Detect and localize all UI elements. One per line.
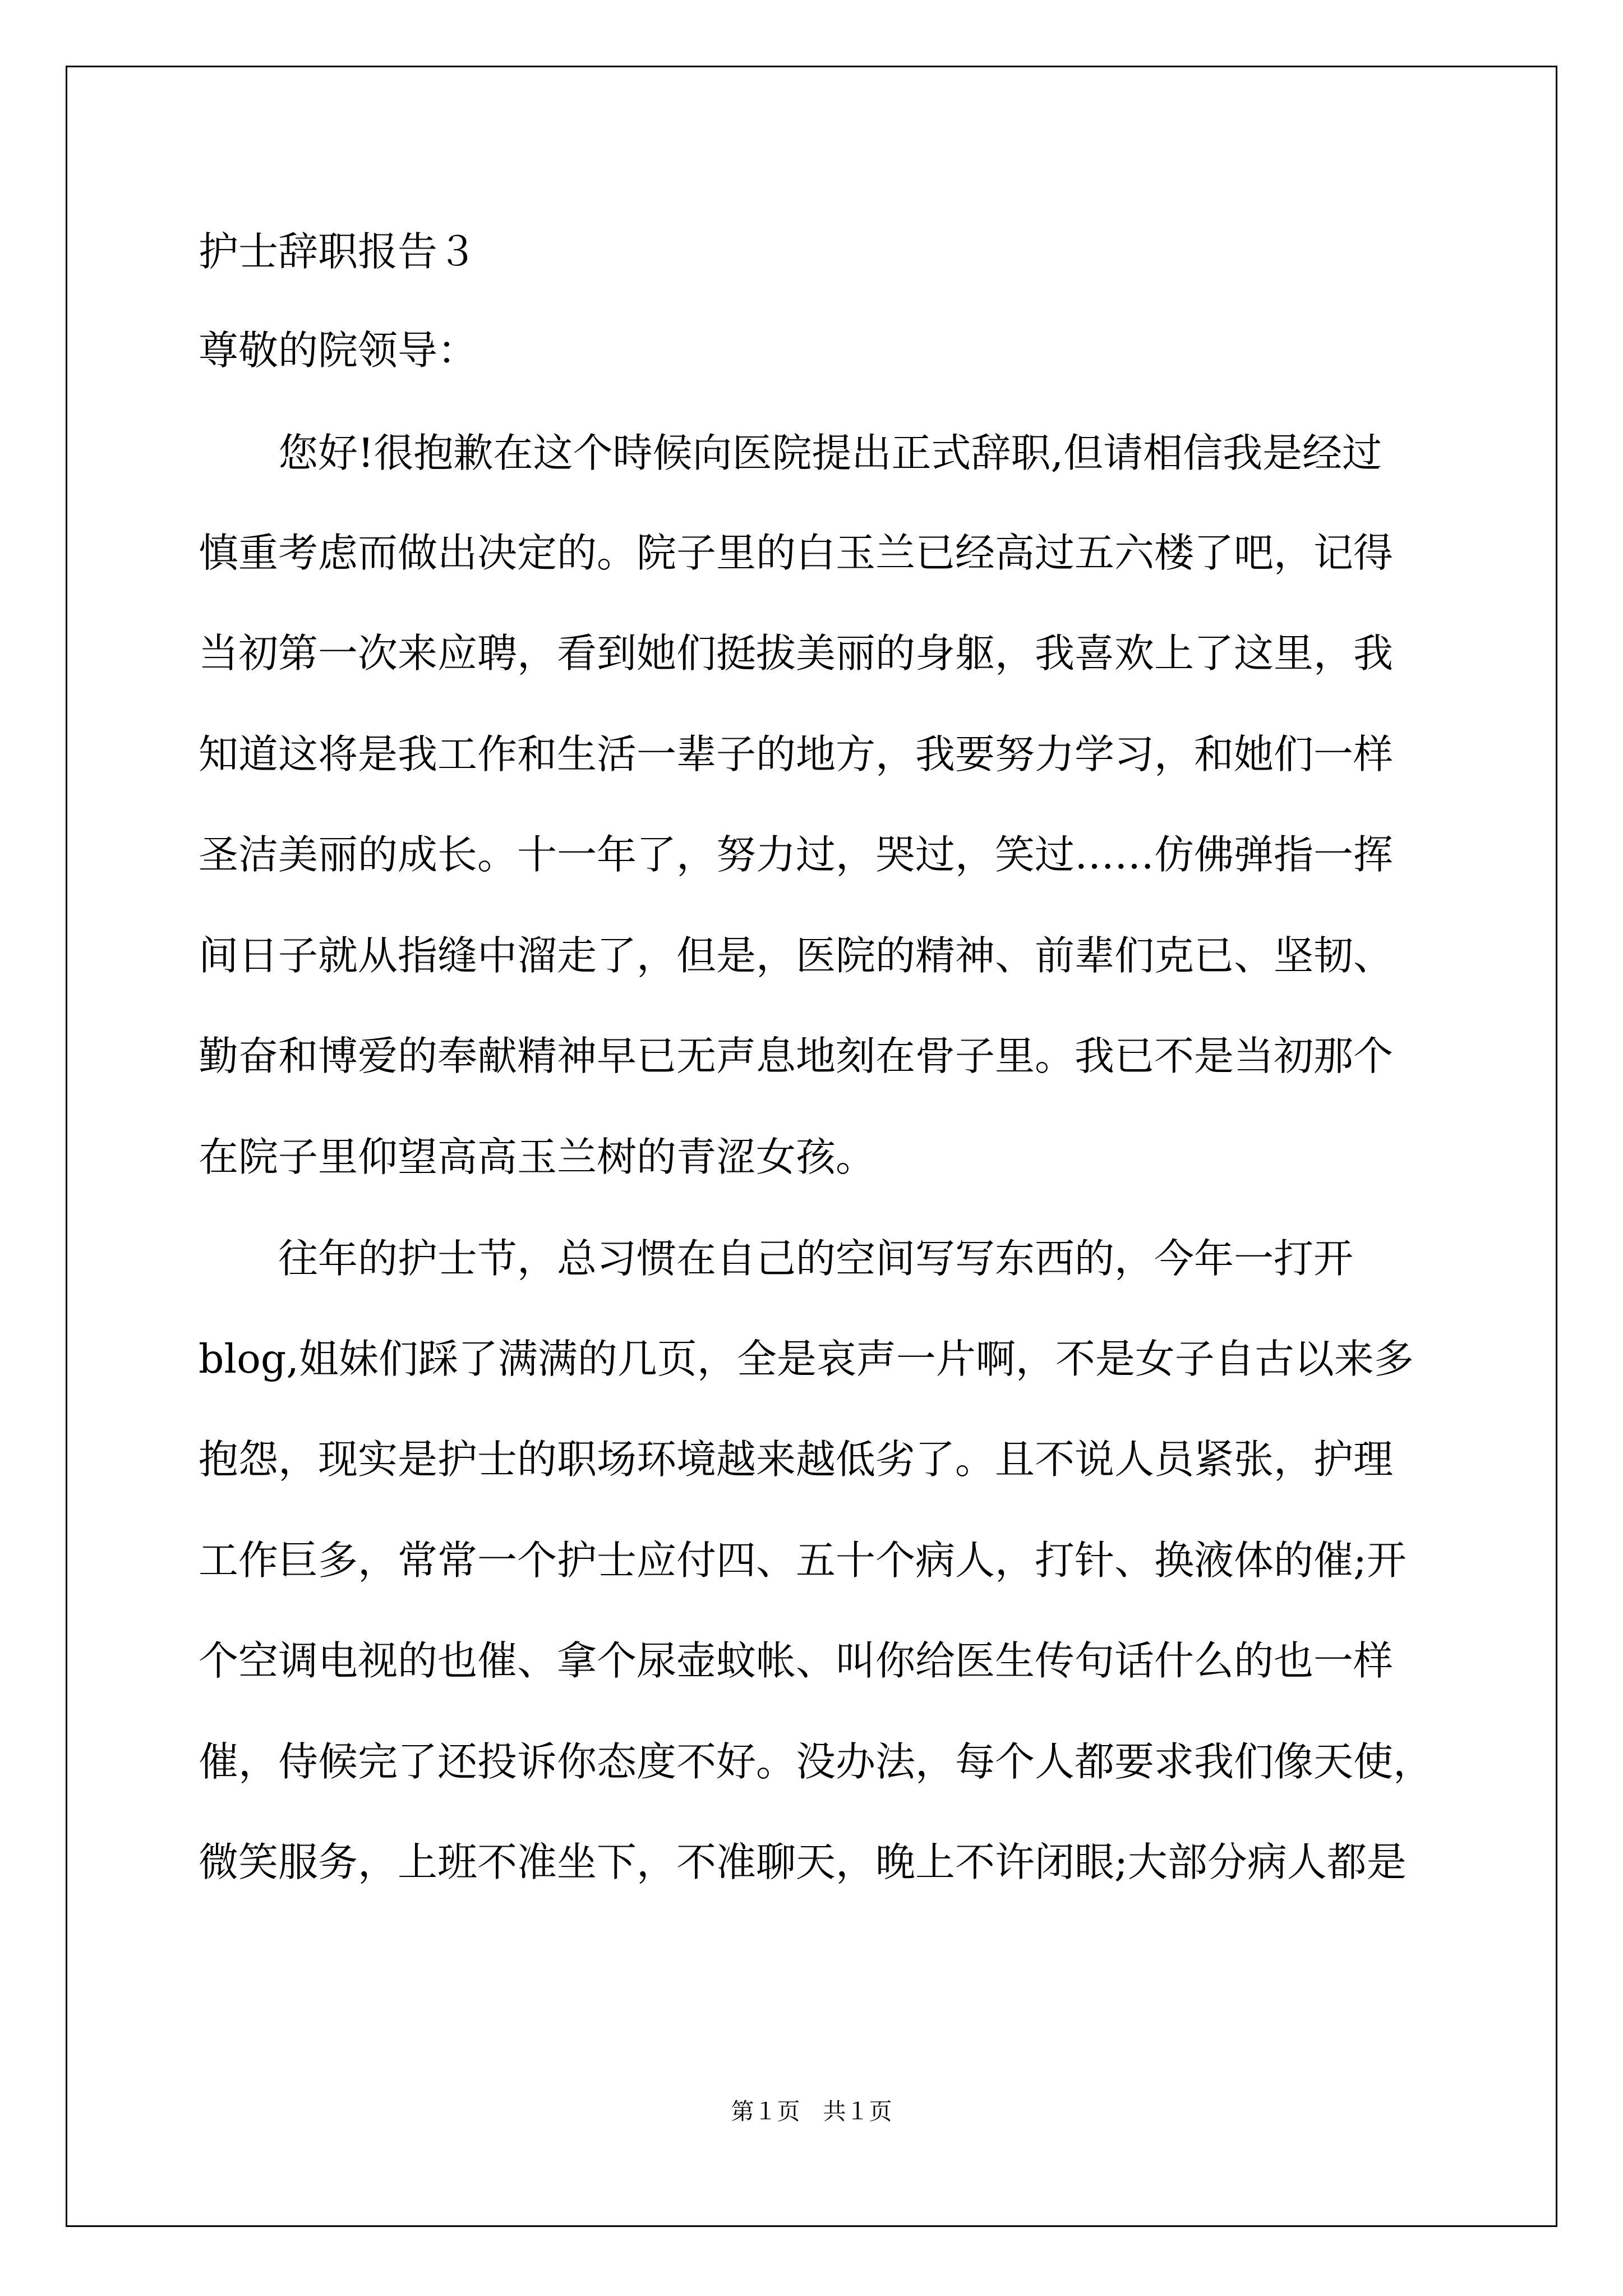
body-line: 工作巨多，常常一个护士应付四、五十个病人，打针、换液体的催;开: [199, 1537, 1407, 1584]
body-line: 催，侍候完了还投诉你态度不好。没办法，每个人都要求我们像天使，: [199, 1738, 1433, 1785]
page-number-footer: 第１页 共１页: [731, 2098, 892, 2125]
body-line: 微笑服务，上班不准坐下，不准聊天，晚上不许闭眼;大部分病人都是: [199, 1839, 1407, 1885]
body-line: 圣洁美丽的成长。十一年了，努力过，哭过，笑过……仿佛弹指一挥: [199, 831, 1394, 878]
body-line: 抱怨，现实是护士的职场环境越来越低劣了。且不说人员紧张，护理: [199, 1436, 1394, 1483]
body-line: 个空调电视的也催、拿个尿壶蚊帐、叫你给医生传句话什么的也一样: [199, 1637, 1394, 1684]
body-line: 您好!很抱歉在这个時候向医院提出正式辞职,但请相信我是经过: [199, 430, 1382, 476]
body-line: 慎重考虑而做出决定的。院子里的白玉兰已经高过五六楼了吧，记得: [199, 530, 1394, 576]
body-line: 往年的护士节，总习惯在自己的空间写写东西的，今年一打开: [199, 1235, 1354, 1282]
document-title: 护士辞职报告３: [199, 228, 478, 275]
body-line: 知道这将是我工作和生活一辈子的地方，我要努力学习，和她们一样: [199, 731, 1394, 777]
body-line: 间日子就从指缝中溜走了，但是，医院的精神、前辈们克已、坚韧、: [199, 932, 1394, 979]
body-line: 在院子里仰望高高玉兰树的青涩女孩。: [199, 1134, 876, 1180]
body-line: blog,姐妹们踩了满满的几页，全是哀声一片啊，不是女子自古以来多: [199, 1336, 1414, 1382]
salutation: 尊敬的院领导：: [199, 327, 478, 374]
body-line: 当初第一次来应聘，看到她们挺拔美丽的身躯，我喜欢上了这里，我: [199, 630, 1394, 677]
body-line: 勤奋和博爱的奉献精神早已无声息地刻在骨子里。我已不是当初那个: [199, 1033, 1394, 1079]
